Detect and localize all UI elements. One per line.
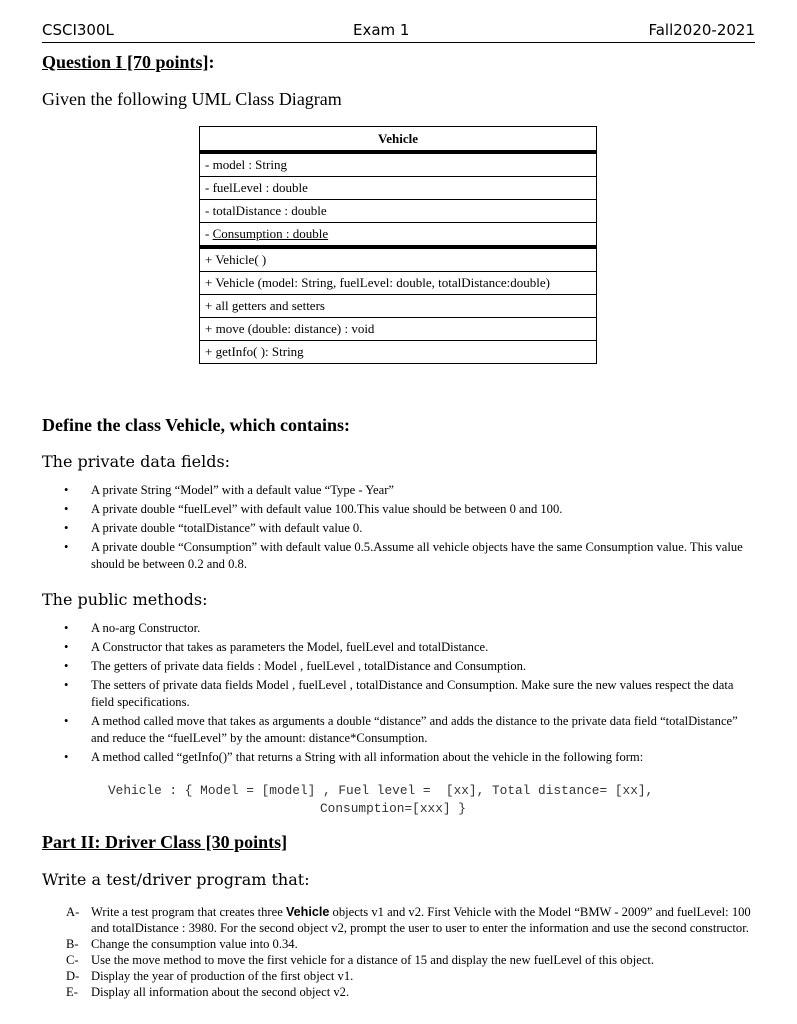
question-1-label: Question I [70 points] [42,52,209,72]
task-item [66,952,756,968]
list-item-text: A private double “fuelLevel” with default value 100.This value should be between 0 and 100. [91,502,563,516]
task-bold-text: Vehicle [285,905,330,919]
task-text-rest: objects v1 and v2. First Vehicle with the Model “BMW - 2009” and fuelLevel: 100 and totalDistance : 3980. For the second object v2, prompt the user to user to enter the information and use the second constructor. [91,905,751,935]
list-item-text: The setters of private data fields Model , fuelLevel , totalDistance and Consumption. Make sure the new values respect the data field specifications. [91,678,734,709]
page-header [42,20,755,43]
list-item [62,713,752,747]
methods-list [62,620,752,768]
bullet: • [64,540,69,554]
semester: Fall2020-2021 [648,21,755,39]
intro-text: Given the following UML Class Diagram [42,89,342,109]
uml-attribute: - model : String [200,152,597,177]
bullet: • [64,714,69,728]
exam-title: Exam 1 [353,21,410,39]
list-item [62,658,752,675]
uml-method: + all getters and setters [200,295,597,318]
list-item [62,677,752,711]
tasks-list [66,904,756,1000]
bullet: • [64,621,69,635]
list-item [62,520,752,537]
task-item [66,904,756,936]
task-item [66,968,756,984]
part-2-heading: Part II: Driver Class [30 points] [42,832,288,852]
define-heading: Define the class Vehicle, which contains: [42,415,350,435]
uml-class-name: Vehicle [200,127,597,153]
uml-method: + move (double: distance) : void [200,318,597,341]
task-text: Change the consumption value into 0.34. [91,937,298,951]
list-item-text: A private double “Consumption” with default value 0.5.Assume all vehicle objects have the same Consumption value. This value should be between 0.2 and 0.8. [91,540,743,571]
task-text: Write a test program that creates three [91,905,286,919]
bullet: • [64,483,69,497]
bullet: • [64,750,69,764]
task-text: Use the move method to move the first vehicle for a distance of 15 and display the new fuelLevel of this object. [91,953,655,967]
bullet: • [64,502,69,516]
uml-method: + Vehicle (model: String, fuelLevel: double, totalDistance:double) [200,272,597,295]
list-item-text: A no-arg Constructor. [91,621,201,635]
list-item-text: A private double “totalDistance” with default value 0. [91,521,363,535]
part-2-intro: Write a test/driver program that: [42,870,310,889]
task-text: Display all information about the second object v2. [91,985,350,999]
code-line-2: Consumption=[xxx] } [320,801,466,816]
list-item [62,501,752,518]
bullet: • [64,678,69,692]
course-code: CSCI300L [42,21,114,39]
list-item-text: A method called move that takes as arguments a double “distance” and adds the distance to the private data field “totalDistance” and reduce the “fuelLevel” by the amount: distance*Consumption. [91,714,738,745]
task-item [66,936,756,952]
uml-static-attribute [200,223,597,248]
task-marker: C- [66,953,79,967]
list-item-text: The getters of private data fields : Model , fuelLevel , totalDistance and Consumption. [91,659,527,673]
task-marker: D- [66,969,80,983]
task-text: Display the year of production of the first object v1. [91,969,354,983]
uml-class-diagram [199,126,597,364]
task-marker: B- [66,937,79,951]
uml-method: + Vehicle( ) [200,247,597,272]
list-item-text: A private String “Model” with a default value “Type - Year” [91,483,395,497]
bullet: • [64,640,69,654]
list-item [62,539,752,573]
list-item [62,639,752,656]
code-line-1: Vehicle : { Model = [model] , Fuel level = [xx], Total distance= [xx], [108,783,654,798]
question-1-colon: : [208,52,215,72]
uml-attribute: - totalDistance : double [200,200,597,223]
task-item [66,984,756,1000]
fields-heading: The private data fields: [42,452,231,471]
uml-static-prefix: - [205,226,213,241]
task-marker: E- [66,985,78,999]
uml-attribute: - fuelLevel : double [200,177,597,200]
list-item-text: A Constructor that takes as parameters the Model, fuelLevel and totalDistance. [91,640,489,654]
methods-heading: The public methods: [42,590,208,609]
task-marker: A- [66,905,80,919]
uml-method: + getInfo( ): String [200,341,597,364]
bullet: • [64,659,69,673]
bullet: • [64,521,69,535]
list-item [62,620,752,637]
list-item-text: A method called “getInfo()” that returns a String with all information about the vehicle in the following form: [91,750,644,764]
question-1-title [42,52,215,73]
uml-static-attr-text: Consumption : double [212,226,329,241]
list-item [62,482,752,499]
list-item [62,749,752,766]
fields-list [62,482,752,575]
